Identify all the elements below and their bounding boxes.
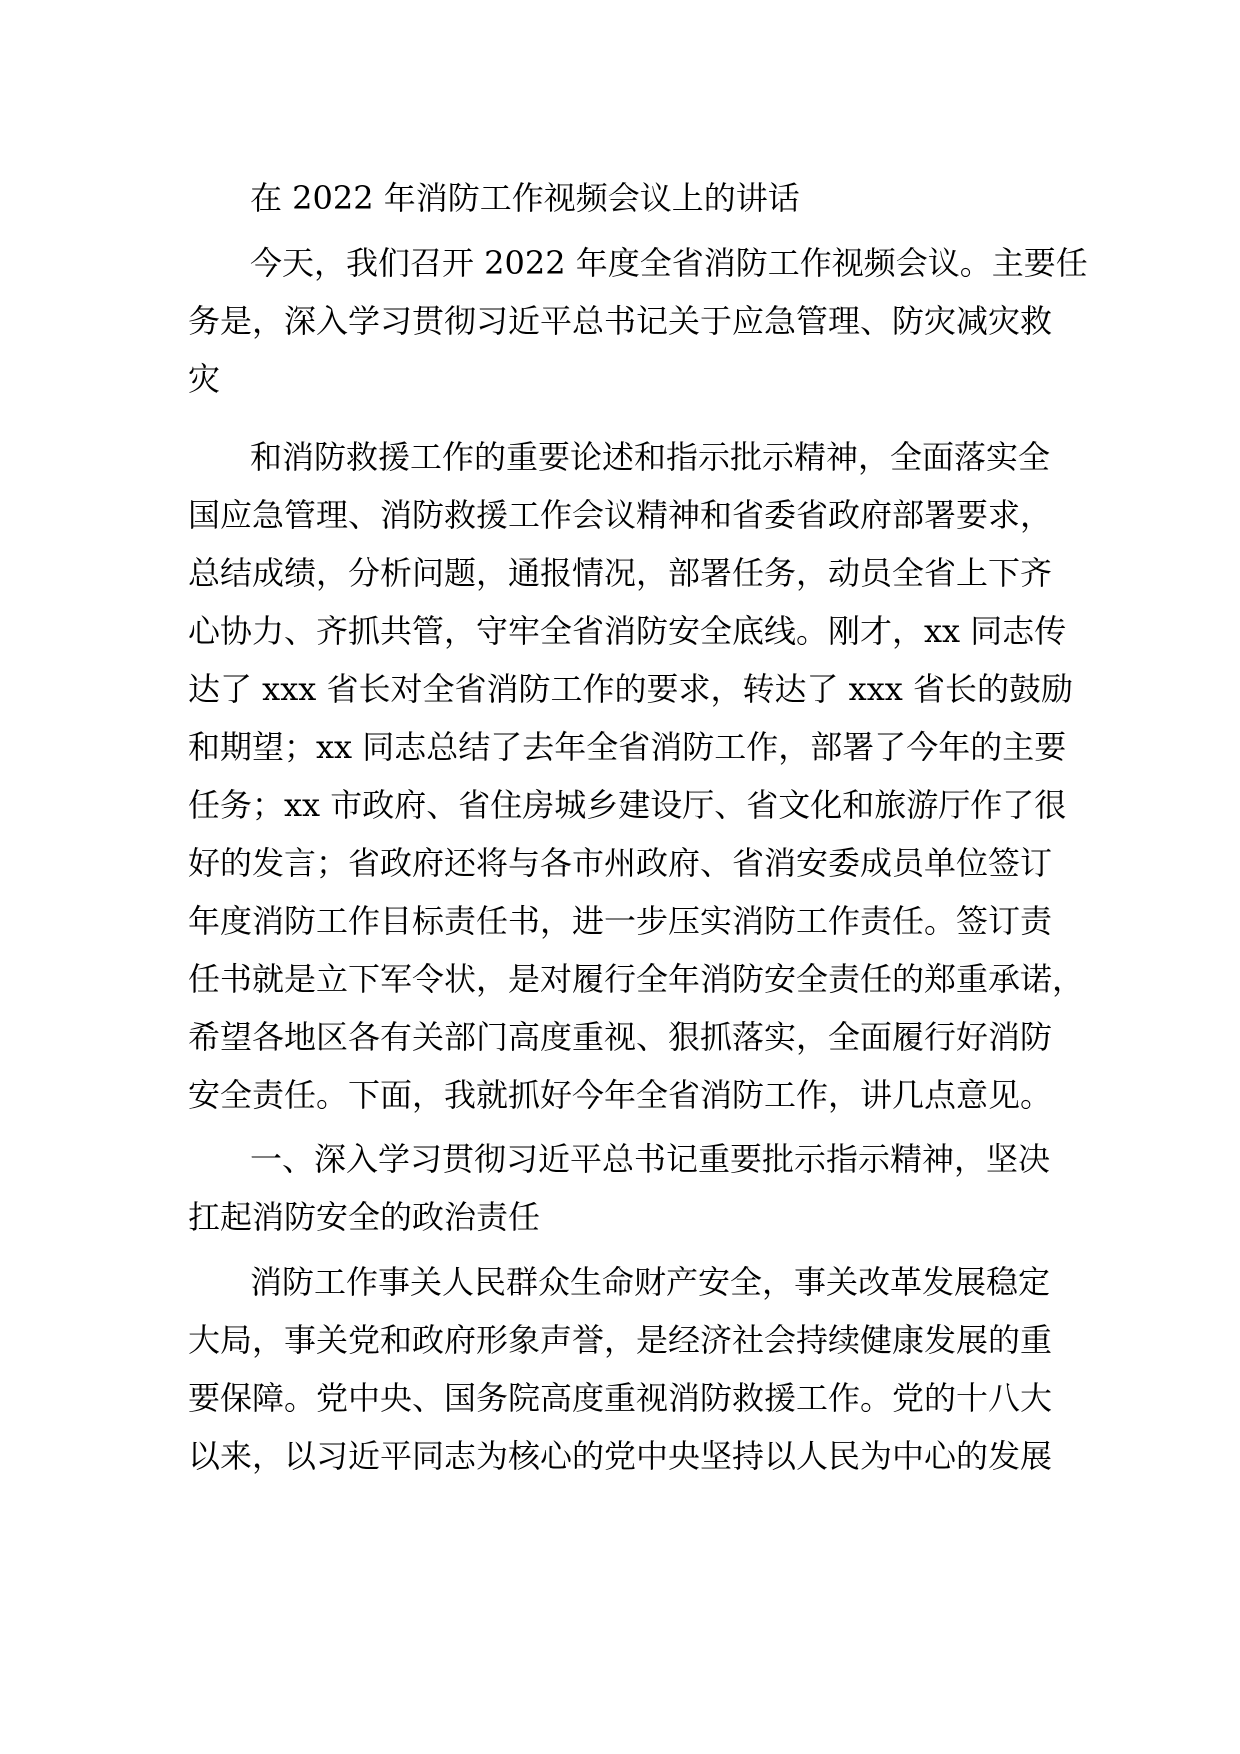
paragraph-line: 国应急管理、消防救援工作会议精神和省委省政府部署要求， bbox=[188, 496, 1053, 534]
paragraph-line: 年度消防工作目标责任书，进一步压实消防工作责任。签订责 bbox=[188, 902, 1053, 940]
paragraph-line: 今天，我们召开 2022 年度全省消防工作视频会议。主要任 bbox=[250, 244, 1088, 282]
paragraph-line: 和期望；xx 同志总结了去年全省消防工作，部署了今年的主要 bbox=[188, 728, 1067, 766]
paragraph-line: 好的发言；省政府还将与各市州政府、省消安委成员单位签订 bbox=[188, 844, 1053, 882]
paragraph-line: 要保障。党中央、国务院高度重视消防救援工作。党的十八大 bbox=[188, 1379, 1053, 1417]
document-title: 在 2022 年消防工作视频会议上的讲话 bbox=[250, 179, 800, 217]
section-heading: 一、深入学习贯彻习近平总书记重要批示指示精神，坚决 bbox=[250, 1140, 1051, 1178]
paragraph-line: 心协力、齐抓共管，守牢全省消防安全底线。刚才，xx 同志传 bbox=[188, 612, 1067, 650]
paragraph-line: 希望各地区各有关部门高度重视、狠抓落实，全面履行好消防 bbox=[188, 1018, 1053, 1056]
paragraph-line: 务是，深入学习贯彻习近平总书记关于应急管理、防灾减灾救 bbox=[188, 302, 1053, 340]
paragraph-line: 任书就是立下军令状，是对履行全年消防安全责任的郑重承诺， bbox=[188, 960, 1085, 998]
paragraph-line: 灾 bbox=[188, 360, 221, 398]
paragraph-line: 大局，事关党和政府形象声誉，是经济社会持续健康发展的重 bbox=[188, 1321, 1053, 1359]
paragraph-line: 安全责任。下面，我就抓好今年全省消防工作，讲几点意见。 bbox=[188, 1076, 1053, 1114]
paragraph-line: 达了 xxx 省长对全省消防工作的要求，转达了 xxx 省长的鼓励 bbox=[188, 670, 1073, 708]
paragraph-line: 总结成绩，分析问题，通报情况，部署任务，动员全省上下齐 bbox=[188, 554, 1053, 592]
paragraph-line: 和消防救援工作的重要论述和指示批示精神，全面落实全 bbox=[250, 438, 1051, 476]
paragraph-line: 以来，以习近平同志为核心的党中央坚持以人民为中心的发展 bbox=[188, 1437, 1053, 1475]
section-heading: 扛起消防安全的政治责任 bbox=[188, 1198, 541, 1236]
paragraph-line: 任务；xx 市政府、省住房城乡建设厅、省文化和旅游厅作了很 bbox=[188, 786, 1067, 824]
paragraph-line: 消防工作事关人民群众生命财产安全，事关改革发展稳定 bbox=[250, 1263, 1051, 1301]
